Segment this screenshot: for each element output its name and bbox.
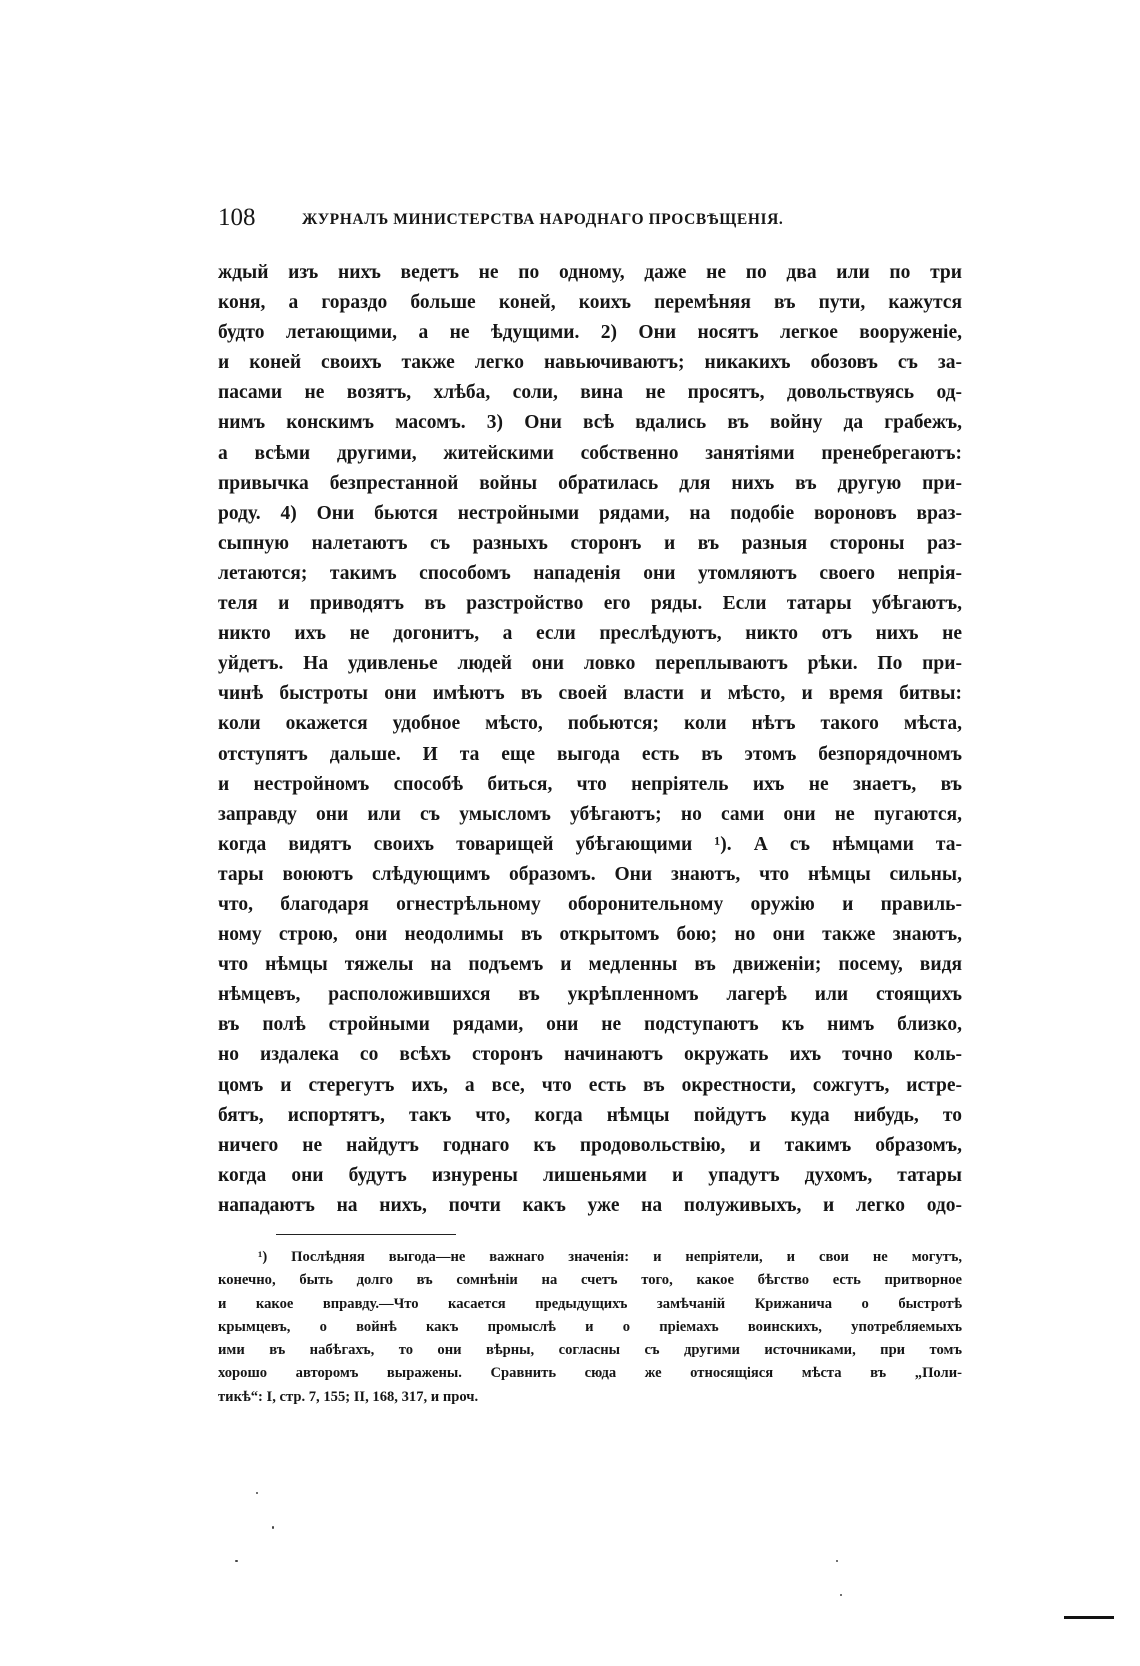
scan-speck [840, 1594, 842, 1596]
footnote-line: тикѣ“: I, стр. 7, 155; II, 168, 317, и проч. [218, 1388, 479, 1405]
text-line: и нестройномъ способѣ биться, что непріятель ихъ не знаетъ, въ [218, 773, 962, 795]
text-line: тары воюютъ слѣдующимъ образомъ. Они знаютъ, что нѣмцы сильны, [218, 863, 962, 885]
text-line: теля и приводятъ въ разстройство его ряды. Если татары убѣгаютъ, [218, 593, 962, 615]
text-line: когда видятъ своихъ товарищей убѣгающими ¹). А съ нѣмцами та- [218, 833, 962, 855]
text-line: цомъ и стерегутъ ихъ, а все, что есть въ окрестности, сожгутъ, истре- [218, 1074, 962, 1096]
text-line: но издалека со всѣхъ сторонъ начинаютъ окружать ихъ точно коль- [218, 1044, 962, 1066]
text-line: привычка безпрестанной войны обратилась для нихъ въ другую при- [218, 472, 962, 494]
text-line: ждый изъ нихъ ведетъ не по одному, даже не по два или по три [218, 262, 962, 283]
footnote-line: хорошо авторомъ выражены. Сравнить сюда же относящіяся мѣста въ „Поли- [218, 1365, 962, 1382]
text-line: нападаютъ на нихъ, почти какъ уже на полуживыхъ, и легко одо- [218, 1194, 962, 1216]
footnote-line: конечно, быть долго въ сомнѣніи на счетъ того, какое бѣгство есть притворное [218, 1272, 962, 1289]
footnote-line: крымцевъ, о войнѣ какъ промыслѣ и о пріемахъ воинскихъ, употребляемыхъ [218, 1318, 962, 1335]
text-line: въ полѣ стройными рядами, они не подступаютъ къ нимъ близко, [218, 1014, 962, 1036]
text-line: нѣмцевъ, расположившихся въ укрѣпленномъ лагерѣ или стоящихъ [218, 984, 962, 1006]
text-line: роду. 4) Они бьются нестройными рядами, на подобіе вороновъ враз- [218, 502, 962, 524]
text-line: коли окажется удобное мѣсто, побьются; коли нѣтъ такого мѣста, [218, 713, 962, 735]
text-line: нимъ конскимъ масомъ. 3) Они всѣ вдались въ войну да грабежъ, [218, 412, 962, 434]
text-line: ничего не найдутъ годнаго къ продовольствію, и такимъ образомъ, [218, 1134, 962, 1156]
text-line: коня, а гораздо больше коней, коихъ перемѣняя въ пути, кажутся [218, 292, 962, 314]
scan-speck [272, 1526, 274, 1529]
text-line: отступятъ дальше. И та еще выгода есть въ этомъ безпорядочномъ [218, 743, 962, 765]
scan-speck [256, 1492, 258, 1494]
text-line: заправду они или съ умысломъ убѣгаютъ; но сами они не пугаются, [218, 803, 962, 825]
text-line: что нѣмцы тяжелы на подъемъ и медленны въ движеніи; посему, видя [218, 954, 962, 976]
scan-speck [235, 1560, 238, 1562]
footnote-line: и какое вправду.—Что касается предыдущихъ замѣчаній Крижанича о быстротѣ [218, 1295, 962, 1312]
main-text [218, 258, 962, 1221]
page-number: 108 [218, 204, 256, 231]
text-line: уйдетъ. На удивленье людей они ловко переплываютъ рѣки. По при- [218, 653, 962, 675]
text-line: никто ихъ не догонитъ, а если преслѣдуютъ, никто отъ нихъ не [218, 623, 962, 645]
text-line: а всѣми другими, житейскими собственно занятіями пренебрегаютъ: [218, 442, 962, 464]
text-line: будто летающими, а не ѣдущими. 2) Они носятъ легкое вооруженіе, [218, 322, 962, 344]
scan-edge-mark [1064, 1616, 1114, 1619]
text-line: когда они будутъ изнурены лишеньями и упадутъ духомъ, татары [218, 1164, 962, 1186]
text-line: чинѣ быстроты они имѣютъ въ своей власти и мѣсто, и время битвы: [218, 683, 962, 705]
page-header [218, 204, 908, 236]
running-title: ЖУРНАЛЪ МИНИСТЕРСТВА НАРОДНАГО ПРОСВѢЩЕНІЯ. [302, 211, 784, 228]
footnote-line: ¹) Послѣдняя выгода—не важнаго значенія: и непріятели, и свои не могутъ, [258, 1249, 962, 1265]
scan-speck [836, 1560, 838, 1562]
footnote [218, 1246, 962, 1409]
text-line: бятъ, испортятъ, такъ что, когда нѣмцы пойдутъ куда нибудь, то [218, 1104, 962, 1126]
footnote-line: ими въ набѣгахъ, то они вѣрны, согласны съ другими источниками, при томъ [218, 1342, 962, 1359]
text-line: пасами не возятъ, хлѣба, соли, вина не просятъ, довольствуясь од- [218, 382, 962, 404]
text-line: ному строю, они неодолимы въ открытомъ бою; но они также знаютъ, [218, 924, 962, 946]
text-line: что, благодаря огнестрѣльному оборонительному оружію и правиль- [218, 893, 962, 915]
text-line: сыпную налетаютъ съ разныхъ сторонъ и въ разныя стороны раз- [218, 532, 962, 554]
text-line: и коней своихъ также легко навьючиваютъ; никакихъ обозовъ съ за- [218, 352, 962, 374]
footnote-divider [276, 1234, 456, 1235]
text-line: летаются; такимъ способомъ нападенія они утомляютъ своего непрія- [218, 562, 962, 584]
